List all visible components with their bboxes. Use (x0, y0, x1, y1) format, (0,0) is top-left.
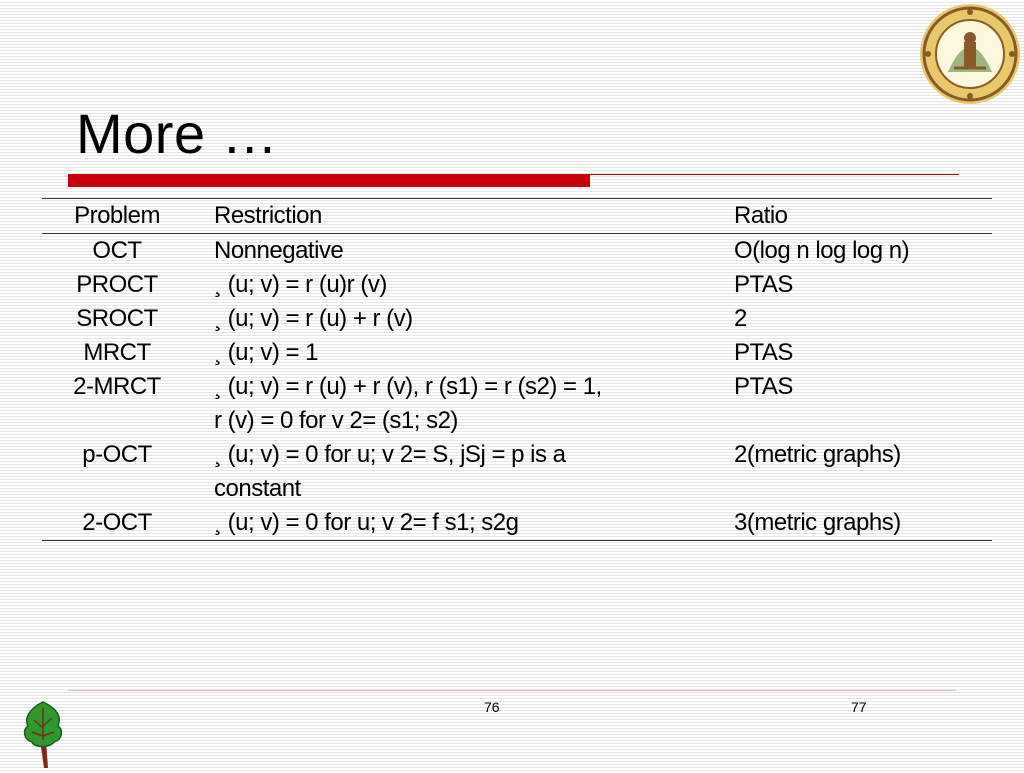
cell-ratio: 2(metric graphs) (734, 441, 901, 468)
cell-ratio: PTAS (734, 339, 793, 366)
header-ratio: Ratio (734, 202, 788, 229)
table-row (42, 234, 992, 269)
cell-ratio: 3(metric graphs) (734, 509, 901, 536)
restriction-line: ¸ (u; v) = r (u)r (v) (214, 271, 387, 298)
restriction-line: ¸ (u; v) = 1 (214, 339, 319, 366)
title-underline-bar (68, 174, 590, 187)
tree-icon (20, 700, 66, 768)
cell-restriction (202, 302, 732, 336)
title-underline-thin (590, 174, 959, 175)
title-underline (68, 174, 959, 188)
table-row (42, 438, 992, 506)
table-header-row (42, 199, 992, 234)
cell-restriction (202, 234, 732, 269)
cell-ratio: PTAS (734, 373, 793, 400)
header-restriction: Restriction (214, 202, 322, 229)
cell-ratio: O(log n log log n) (734, 237, 910, 264)
university-seal-logo (918, 2, 1022, 106)
footer-divider (68, 690, 956, 691)
cell-ratio: 2 (734, 305, 747, 332)
cell-problem: 2-OCT (82, 509, 152, 536)
header-problem: Problem (74, 202, 160, 229)
cell-restriction (202, 370, 732, 438)
restriction-line: ¸ (u; v) = 0 for u; v 2= f s1; s2g (214, 509, 519, 536)
cell-problem: 2-MRCT (73, 373, 161, 400)
restriction-line: ¸ (u; v) = r (u) + r (v), r (s1) = r (s2) = 1, (214, 373, 602, 400)
cell-problem: p-OCT (82, 441, 152, 468)
slide-title: More … (76, 102, 279, 165)
restriction-line: ¸ (u; v) = 0 for u; v 2= S, jSj = p is a (214, 441, 566, 468)
cell-restriction (202, 506, 732, 541)
table-row (42, 268, 992, 302)
cell-problem: SROCT (76, 305, 158, 332)
table-row (42, 370, 992, 438)
cell-restriction (202, 438, 732, 506)
cell-restriction (202, 336, 732, 370)
restriction-line: Nonnegative (214, 237, 344, 264)
page-number-right: 77 (851, 699, 867, 715)
table-row (42, 336, 992, 370)
restriction-line: ¸ (u; v) = r (u) + r (v) (214, 305, 413, 332)
cell-ratio: PTAS (734, 271, 793, 298)
page-number-left: 76 (484, 699, 500, 715)
cell-restriction (202, 268, 732, 302)
cell-problem: PROCT (76, 271, 158, 298)
table-row (42, 302, 992, 336)
table-row (42, 506, 992, 541)
problem-table (42, 198, 992, 541)
cell-problem: OCT (92, 237, 142, 264)
cell-problem: MRCT (83, 339, 151, 366)
restriction-line: constant (214, 475, 301, 502)
restriction-line: r (v) = 0 for v 2= (s1; s2) (214, 407, 458, 434)
